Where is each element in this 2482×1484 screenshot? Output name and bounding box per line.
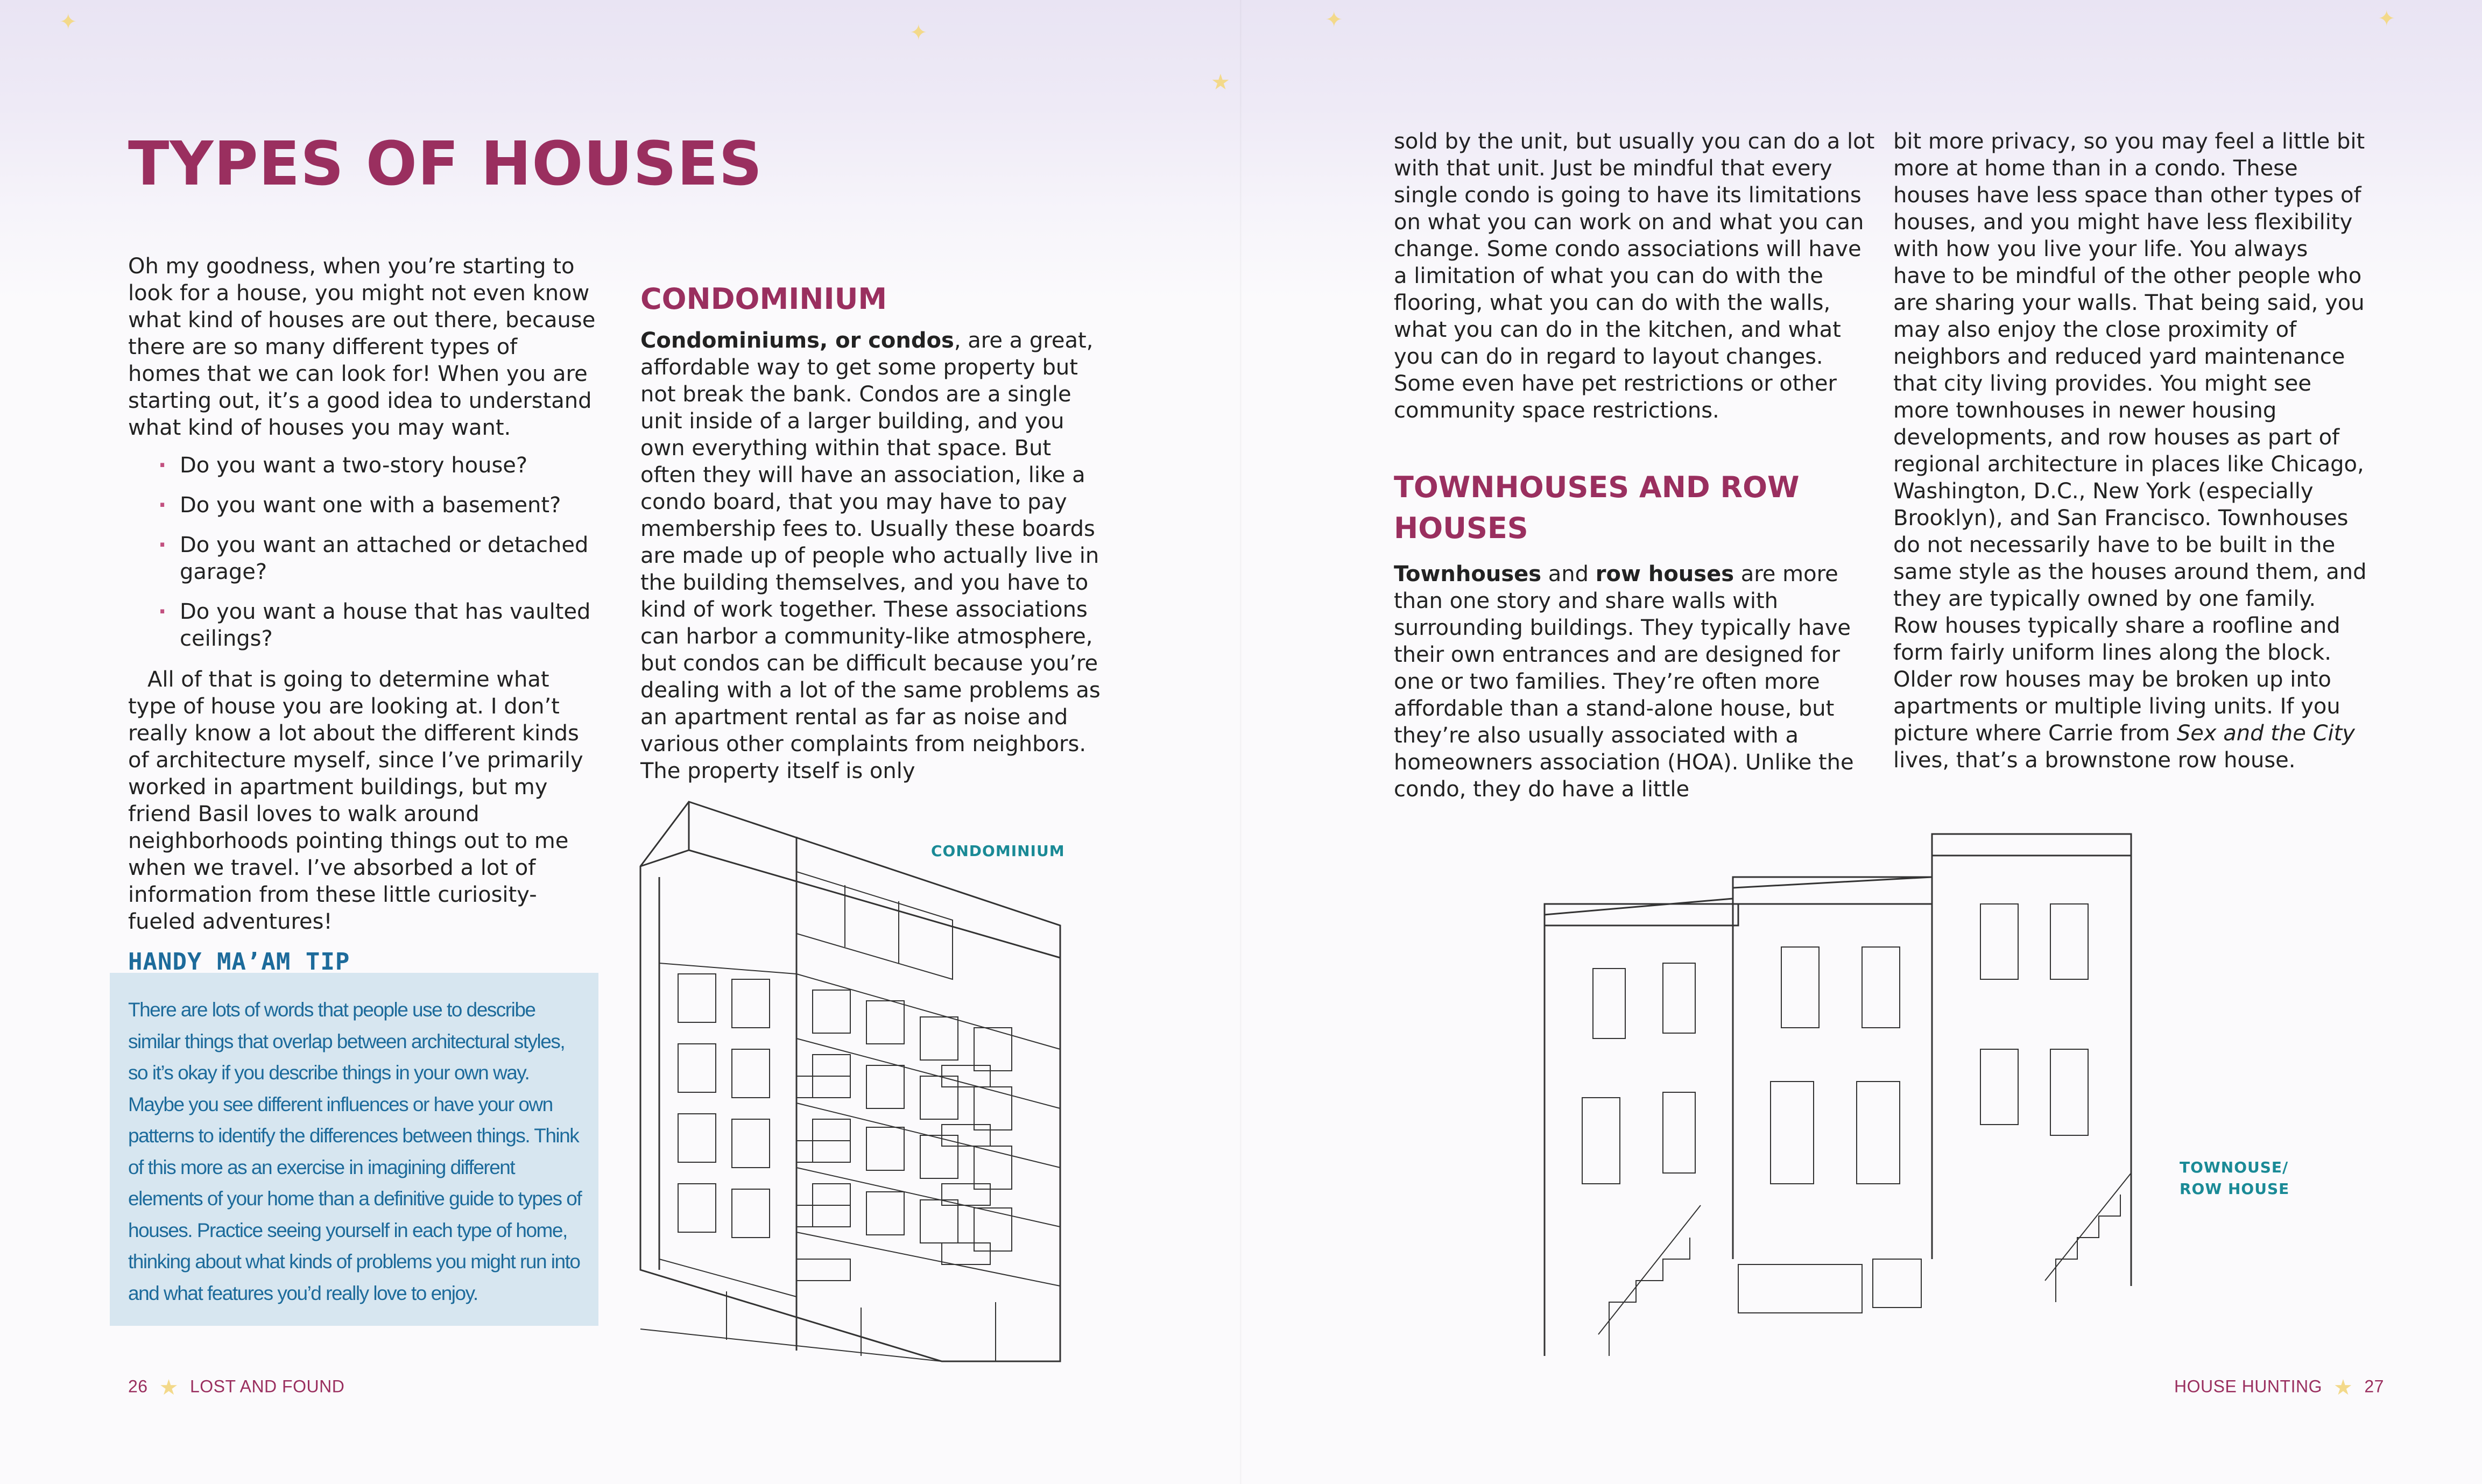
page-number: 27 bbox=[2364, 1376, 2384, 1396]
townhouse-caption: TOWNOUSE/ ROW HOUSE bbox=[2180, 1158, 2290, 1198]
condo-bold-term: Condominiums, or condos bbox=[640, 328, 954, 353]
tip-heading: HANDY MA’AM TIP bbox=[128, 948, 350, 976]
star-icon: ★ bbox=[152, 1376, 185, 1400]
list-item: · Do you want an attached or detached garage? bbox=[158, 533, 589, 584]
tip-text: There are lots of words that people use to describe similar things that overlap between architectural styles, so it’s okay if you describe things in your own way. Maybe you see different influences or have your own patterns to identify the differences between things. Think of this more as an exercise in imagining different elements of your home than a definitive guide to types of houses. Practice seeing yourself in each type of home, thinking about what kinds of problems you might run into and what features you’d really love to enjoy. bbox=[128, 999, 582, 1304]
condo-heading: CONDOMINIUM bbox=[640, 282, 887, 316]
list-item: · Do you want a house that has vaulted ceilings? bbox=[158, 599, 591, 651]
sparkle-icon: ✦ bbox=[2378, 6, 2396, 31]
sparkle-icon: ✦ bbox=[1325, 8, 1343, 32]
sparkle-icon: ✦ bbox=[909, 20, 928, 45]
paragraph-two: All of that is going to determine what type of house you are looking at. I don’t really know a lot about the different kinds of architecture myself, since I’ve primarily worked in apartment buildings, but my friend Basil loves to walk around neighborhoods pointing things out to me when we travel. I’ve absorbed a lot of information from these little curiosity-fueled adventures! bbox=[128, 667, 583, 934]
bullet-icon: · bbox=[158, 533, 167, 557]
intro-text: Oh my goodness, when you’re starting to look for a house, you might not even know what kind of houses are out there, because there are so many different types of homes that we can look for! When you are starting out, it’s a good idea to understand what kind of houses you may want. bbox=[128, 254, 596, 440]
footer-title: HOUSE HUNTING bbox=[2174, 1376, 2322, 1396]
condo-caption: CONDOMINIUM bbox=[931, 842, 1065, 860]
townhouse-illustration bbox=[1539, 818, 2185, 1367]
sparkle-icon: ✦ bbox=[59, 10, 77, 34]
bullet-icon: · bbox=[158, 599, 167, 624]
list-item: · Do you want a two-story house? bbox=[158, 453, 528, 478]
star-icon: ★ bbox=[2327, 1376, 2359, 1400]
townhouse-heading: TOWNHOUSES AND ROW HOUSES bbox=[1394, 470, 1800, 545]
condo-paragraph: Condominiums, or condos, are a great, affordable way to get some property but not break the bank. Condos are a single unit inside of a larger building, and you own everything within that space. But often they will have an association, like a condo board, that you may have to pay membership fees to. Usually these boards are made up of people who actually live in the building themselves, and you have to kind of work together. These associations can harbor a community-like atmosphere, but condos can be difficult because you’re dealing with a lot of the same problems as an apartment rental as far as noise and various other complaints from neighbors. The property itself is only bbox=[640, 328, 1101, 783]
page-title: TYPES OF HOUSES bbox=[128, 129, 763, 199]
bullet-icon: · bbox=[158, 493, 167, 518]
right-column-2: bit more privacy, so you may feel a little bit more at home than in a condo. These houses have less space than other types of houses, and you might have less flexibility with how you live your life. You always have to be mindful of the other people who are sharing your walls. That being said, you may also enjoy the close proximity of neighbors and reduced yard maintenance that city living provides. You might see more townhouses in newer housing developments, and row houses as part of regional architecture in places like Chicago, Washington, D.C., New York (especially Brooklyn), and San Francisco. Townhouses do not necessarily have to be built in the same style as the houses around them, and they are typically owned by one family. Row houses typically share a roofline and form fairly uniform lines along the block. Older row houses may be broken up into apartments or multiple living units. If you picture where Carrie from Sex and the City lives, that’s a brownstone row house. bbox=[1893, 129, 2367, 773]
footer-left bbox=[128, 1375, 344, 1400]
italic-title: Sex and the City bbox=[2176, 721, 2355, 746]
footer-right bbox=[2174, 1375, 2384, 1400]
page-number: 26 bbox=[128, 1376, 148, 1396]
sparkle-icon: ★ bbox=[1211, 70, 1230, 95]
right-column-1: sold by the unit, but usually you can do a lot with that unit. Just be mindful that every single condo is going to have its limitations on what you can work on and what you can change. Some condo associations will have a limitation of what you can do with the flooring, what you can do with the walls, what you can do in the kitchen, and what you can do in regard to layout changes. Some even have pet restrictions or other community space restrictions. bbox=[1394, 129, 1875, 423]
list-item: · Do you want one with a basement? bbox=[158, 493, 561, 518]
condominium-illustration bbox=[619, 796, 1103, 1388]
townhouse-bold-term: Townhouses bbox=[1394, 562, 1542, 586]
intro-paragraph bbox=[128, 253, 596, 441]
question-list bbox=[128, 452, 596, 665]
bullet-icon: · bbox=[158, 453, 167, 478]
footer-title: LOST AND FOUND bbox=[189, 1376, 345, 1396]
rowhouse-bold-term: row houses bbox=[1595, 562, 1734, 586]
townhouse-paragraph: Townhouses and row houses are more than one story and share walls with surrounding buildings. They typically have their own entrances and are designed for one or two families. They’re often more affordable than a stand-alone house, but they’re also usually associated with a homeowners association (HOA). Unlike the condo, they do have a little bbox=[1394, 562, 1854, 802]
